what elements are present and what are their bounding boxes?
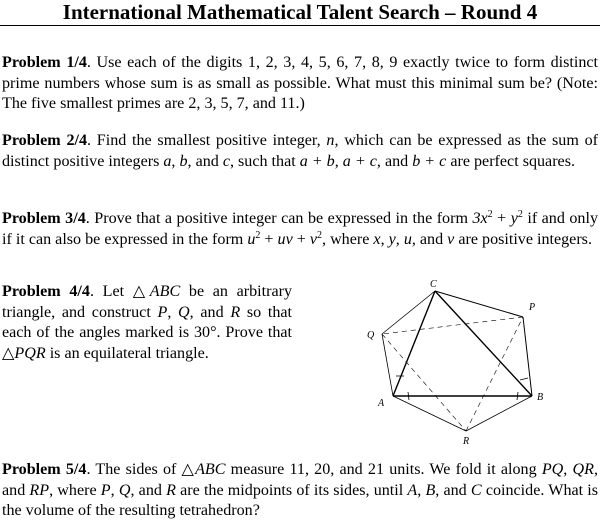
problem-3 [2, 209, 598, 250]
edge-ar [393, 396, 466, 431]
math-var-c: c [222, 152, 230, 170]
sep: , [171, 152, 180, 170]
math-u: u [247, 230, 256, 248]
math-segment-rp: RP [29, 481, 50, 499]
dashed-qr [382, 334, 466, 431]
sep: , [395, 230, 404, 248]
label-q: Q [367, 330, 375, 341]
sep: , and [187, 152, 223, 170]
label-c: C [430, 279, 437, 290]
math-exponent: 2 [487, 209, 493, 220]
problem-4 [2, 282, 292, 364]
math-var-x: x [373, 230, 381, 248]
page-title: International Mathematical Talent Search – Round 4 [62, 0, 538, 24]
edge-pb [523, 317, 532, 396]
problem-4-text-2: be an arbitrary triangle, and construct [2, 283, 293, 321]
problem-2 [2, 131, 598, 172]
problem-4-text-3: so that each of the angles marked is 30°. Prove that [2, 303, 292, 341]
problem-4-text-1: . Let [89, 283, 133, 300]
label-p: P [529, 302, 536, 313]
math-var-a: A [407, 481, 418, 499]
problem-4-label: Problem 4/4 [2, 283, 90, 300]
sep: , [417, 481, 426, 499]
sep: , and [2, 461, 598, 499]
math-3x: 3x [472, 210, 488, 227]
sep: , and [435, 481, 471, 499]
math-exponent: 2 [255, 229, 261, 241]
title-rule [0, 25, 600, 26]
math-y: y [510, 210, 518, 227]
angle-mark [517, 392, 518, 400]
math-triangle-abc: △ABC [181, 461, 226, 478]
math-exponent: 2 [517, 209, 523, 220]
math-var-p: P [157, 303, 168, 321]
problem-1-text: . Use each of the digits 1, 2, 3, 4, 5, 6, 7, 8, 9 exactly twice to form distinct prime numbers whose sum is as small as possible. What must this minimal sum be? (Note: The five smallest primes are 2, 3, 5, 7, and 11.) [2, 54, 598, 112]
math-var-q: Q [178, 303, 190, 321]
problem-1-label: Problem 1/4 [2, 54, 87, 71]
problem-5-text-2: measure 11, 20, and 21 units. We fold it along [225, 461, 542, 478]
edge-rb [466, 396, 532, 431]
math-triangle-pqr: △PQR [2, 344, 46, 362]
math-expr-a-plus-c: a + c [342, 152, 377, 170]
problem-3-text-1: . Prove that a positive integer can be expressed in the form [85, 210, 473, 227]
math-var-c: C [470, 481, 482, 499]
problem-5-text-4: are the midpoints of its sides, until [175, 481, 408, 499]
problem-3-text-4: are positive integers. [454, 230, 592, 248]
problem-2-text-3: , such that [229, 152, 300, 170]
math-segment-qr: QR [572, 461, 594, 478]
sep: , [334, 152, 343, 170]
sep: , [110, 481, 119, 499]
math-var-b: B [425, 481, 436, 499]
problem-2-text-2: , which can be expressed as the sum of distinct positive integers [2, 132, 599, 170]
math-exponent: 2 [317, 229, 323, 241]
math-expr-b-plus-c: b + c [412, 152, 447, 170]
math-var-p: P [100, 481, 111, 499]
sep: , [563, 461, 573, 478]
sep: , and [411, 230, 448, 248]
math-var-r: R [230, 303, 241, 321]
problem-3-text-2: if and only if it can also be expressed in the form [2, 210, 598, 248]
math-v: v [309, 230, 318, 248]
label-a: A [378, 398, 385, 409]
sep: , and [376, 152, 413, 170]
math-plus: + [492, 210, 511, 227]
math-var-u: u [403, 230, 412, 248]
problem-5-text-1: . The sides of [86, 461, 182, 478]
problem-1 [2, 53, 598, 115]
edge-bc [435, 291, 532, 396]
label-b: B [537, 392, 544, 403]
math-var-y: y [388, 230, 396, 248]
math-plus: + [292, 230, 310, 248]
math-var-q: Q [118, 481, 131, 499]
math-var-a: a [163, 152, 172, 170]
problem-2-label: Problem 2/4 [2, 132, 88, 149]
problem-2-text-1: . Find the smallest positive integer, [87, 132, 327, 149]
problem-3-label: Problem 3/4 [2, 210, 86, 227]
edge-ca [393, 291, 435, 396]
problem-5-text-3: , where [49, 481, 101, 499]
math-triangle-abc: △ABC [132, 283, 181, 300]
math-plus: + [260, 230, 278, 248]
math-uv: uv [277, 230, 293, 248]
math-var-b: b [179, 152, 188, 170]
problem-5-text-5: coincide. What is the volume of the resulting tetrahedron? [2, 481, 599, 519]
sep: , [380, 230, 389, 248]
angle-mark [408, 392, 409, 400]
math-segment-pq: PQ [541, 461, 564, 478]
math-var-r: R [166, 481, 176, 499]
math-var-n: n [326, 132, 335, 149]
edge-qa [382, 334, 393, 396]
problem-3-text-3: , where [322, 230, 374, 248]
angle-mark [520, 378, 528, 380]
sep: , and [130, 481, 167, 499]
label-r: R [463, 436, 470, 447]
sep: , and [189, 303, 231, 321]
edge-cp [435, 291, 523, 317]
problem-4-text-4: is an equilateral triangle. [45, 344, 209, 362]
triangle-figure [360, 272, 580, 452]
math-expr-a-plus-b: a + b [299, 152, 335, 170]
sep: , [167, 303, 179, 321]
dashed-pq [382, 317, 523, 334]
problem-2-text-4: are perfect squares. [446, 152, 575, 170]
math-var-v: v [447, 230, 455, 248]
problem-5-label: Problem 5/4 [2, 461, 87, 478]
problem-5 [2, 460, 598, 522]
